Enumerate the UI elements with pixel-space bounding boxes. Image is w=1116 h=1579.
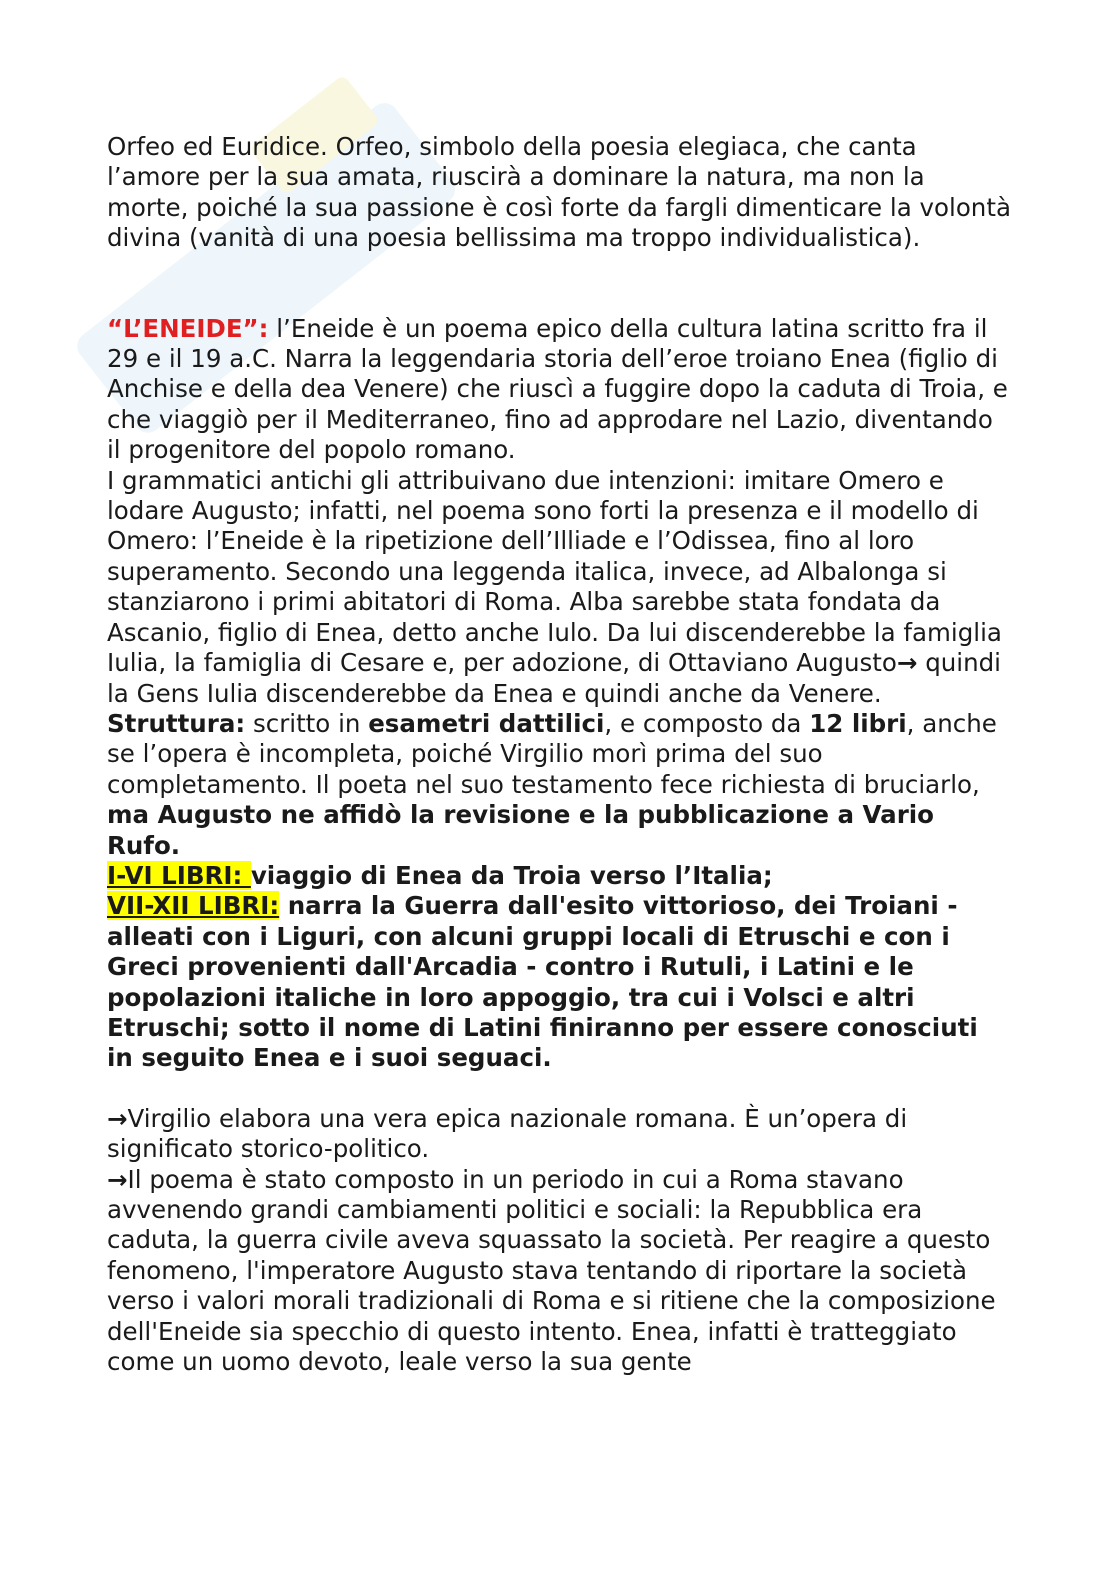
right-arrow-icon: → xyxy=(107,1103,128,1133)
struttura-label: Struttura: xyxy=(107,708,246,738)
eneide-paragraph xyxy=(107,314,1012,466)
eneide-paragraph-2 xyxy=(107,466,1012,709)
struttura-bold-3: ma Augusto ne affidò la revisione e la pubblicazione a Vario Rufo. xyxy=(107,800,935,860)
struttura-bold-2: 12 libri xyxy=(809,708,907,738)
conclusion-1 xyxy=(107,1104,1012,1165)
eneide-text-2-end: quindi la Gens Iulia discenderebbe da Enea e quindi anche da Venere. xyxy=(107,648,1001,708)
books-i-vi-label: I-VI LIBRI: xyxy=(107,860,251,890)
conclusion-2 xyxy=(107,1165,1012,1378)
right-arrow-icon: → xyxy=(107,1164,128,1194)
books-vii-xii-text: narra la Guerra dall'esito vittorioso, dei Troiani - alleati con i Liguri, con alcuni gruppi locali di Etruschi e con i Greci provenienti dall'Arcadia - contro i Rutuli, i Latini e le popolazioni italiche in loro appoggio, tra cui i Volsci e altri Etruschi; sotto il nome di Latini finiranno per essere conosciuti in seguito Enea e i suoi seguaci. xyxy=(107,891,978,1073)
books-vii-xii xyxy=(107,891,1012,1073)
eneide-text-2: I grammatici antichi gli attribuivano due intenzioni: imitare Omero e lodare Augusto; infatti, nel poema sono forti la presenza e il modello di Omero: l’Eneide è la ripetizione dell’Illiade e l’Odissea, fino al loro superamento. Secondo una leggenda italica, invece, ad Albalonga si stanziarono i primi abitatori di Roma. Alba sarebbe stata fondata da Ascanio, figlio di Enea, detto anche Iulo. Da lui discenderebbe la famiglia Iulia, la famiglia di Cesare e, per adozione, di Ottaviano Augusto xyxy=(107,465,1002,678)
right-arrow-icon: → xyxy=(896,648,918,678)
struttura-text-2: , e composto da xyxy=(604,708,810,738)
conclusion-2-text: Il poema è stato composto in un periodo in cui a Roma stavano avvenendo grandi cambiamenti politici e sociali: la Repubblica era caduta, la guerra civile aveva squassato la società. Per reagire a questo fenomeno, l'imperatore Augusto stava tentando di riportare la società verso i valori morali tradizionali di Roma e si ritiene che la composizione dell'Eneide sia specchio di questo intento. Enea, infatti è tratteggiato come un uomo devoto, leale verso la sua gente xyxy=(107,1164,996,1377)
books-vii-xii-label: VII-XII LIBRI: xyxy=(107,891,280,921)
eneide-text-1: l’Eneide è un poema epico della cultura latina scritto fra il 29 e il 19 a.C. Narra la leggendaria storia dell’eroe troiano Enea (figlio di Anchise e della dea Venere) che riuscì a fuggire dopo la caduta di Troia, e che viaggiò per il Mediterraneo, fino ad approdare nel Lazio, diventando il progenitore del popolo romano. xyxy=(107,313,1008,465)
struttura-text-3: , anche se l’opera è incompleta, poiché Virgilio morì prima del suo completamento. Il poeta nel suo testamento fece richiesta di bruciarlo, xyxy=(107,708,997,799)
struttura-paragraph xyxy=(107,709,1012,861)
books-i-vi-text: viaggio di Enea da Troia verso l’Italia; xyxy=(250,860,773,890)
eneide-heading: “L’ENEIDE”: xyxy=(107,313,269,343)
struttura-bold-1: esametri dattilici xyxy=(368,708,605,738)
document-body xyxy=(107,132,1012,1377)
spacer xyxy=(107,1074,1012,1104)
struttura-text-1: scritto in xyxy=(245,708,369,738)
conclusion-1-text: Virgilio elabora una vera epica nazionale romana. È un’opera di significato storico-politico. xyxy=(107,1103,908,1164)
intro-paragraph: Orfeo ed Euridice. Orfeo, simbolo della poesia elegiaca, che canta l’amore per la sua amata, riuscirà a dominare la natura, ma non la morte, poiché la sua passione è così forte da fargli dimenticare la volontà divina (vanità di una poesia bellissima ma troppo individualistica). xyxy=(107,132,1011,253)
books-i-vi xyxy=(107,861,1012,891)
spacer xyxy=(107,254,1012,314)
